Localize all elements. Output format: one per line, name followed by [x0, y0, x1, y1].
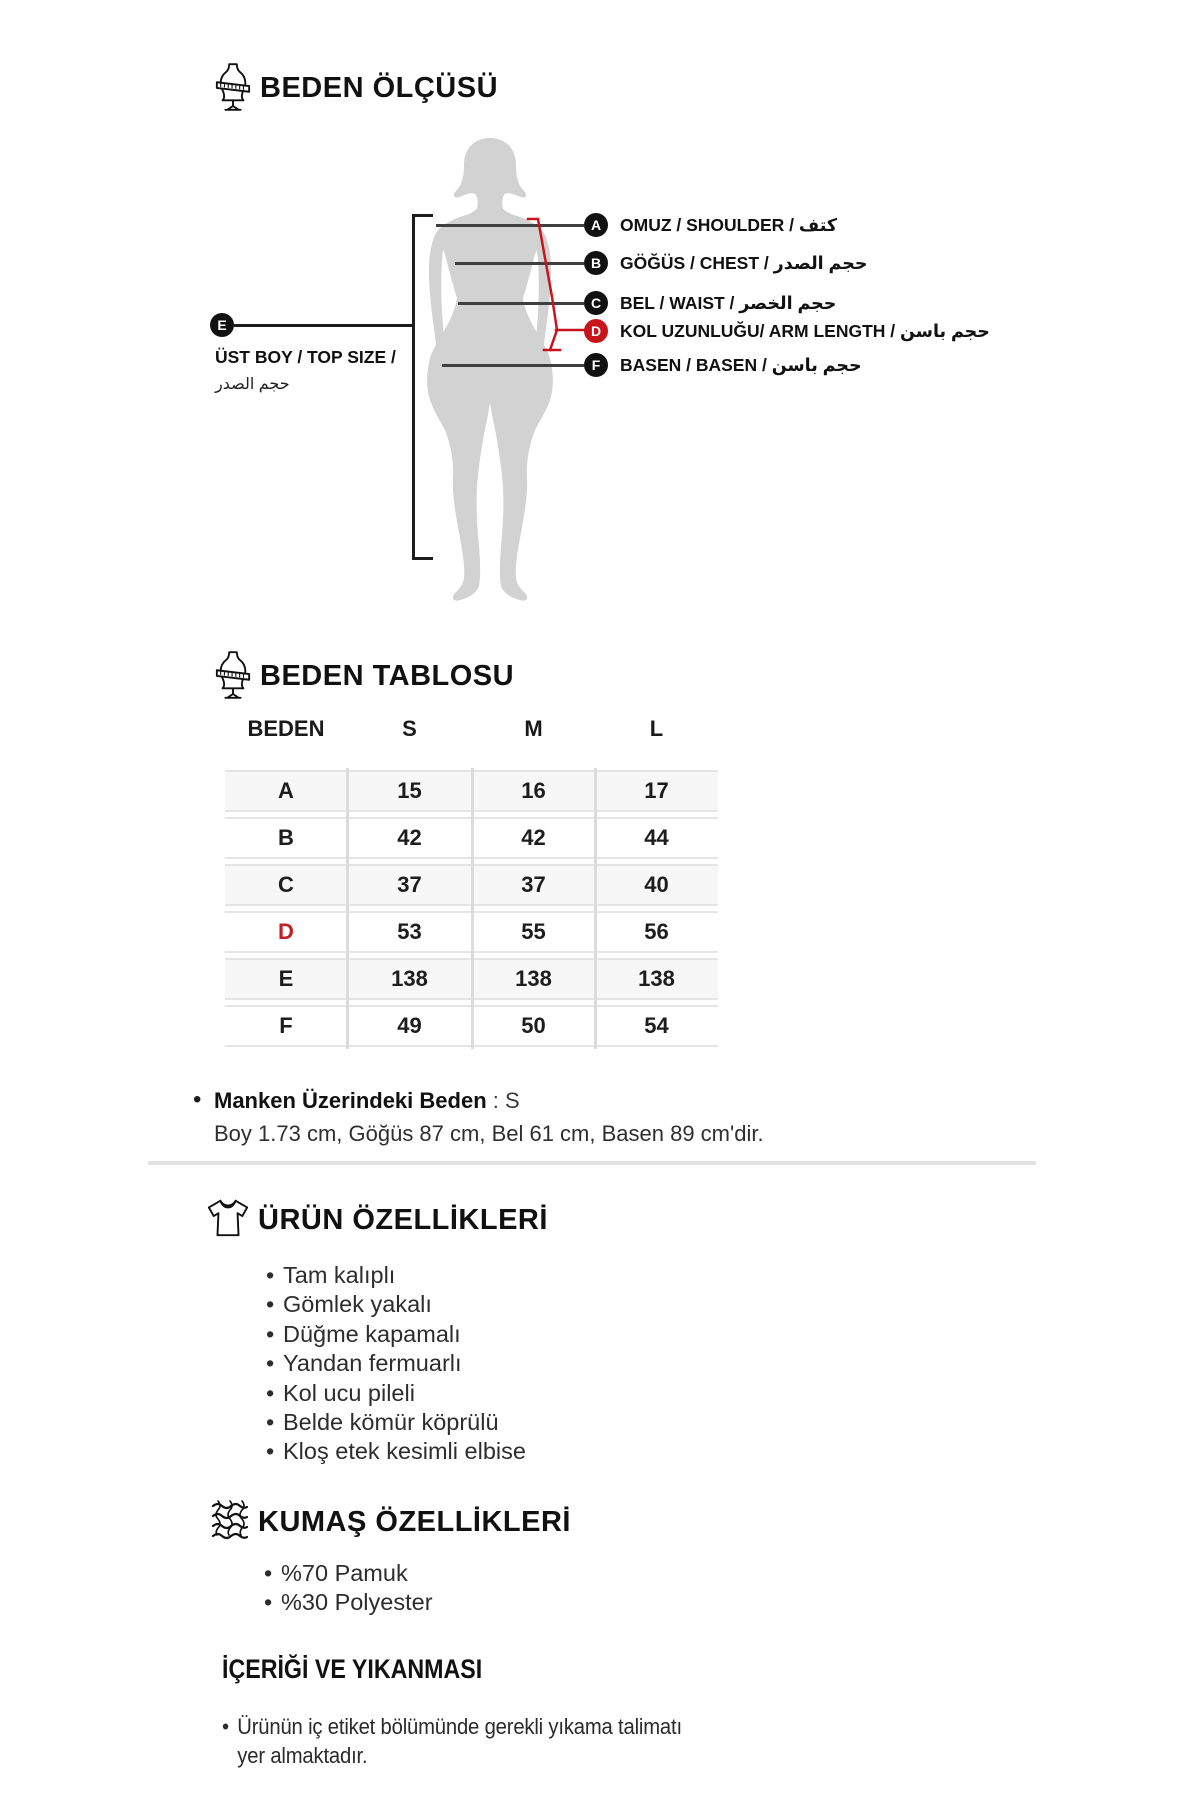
- tshirt-icon: [206, 1196, 250, 1240]
- cell: 17: [644, 778, 669, 803]
- label-top-size-arabic: حجم الصدر: [215, 376, 290, 393]
- cell: 49: [397, 1013, 422, 1038]
- model-measurements: Boy 1.73 cm, Göğüs 87 cm, Bel 61 cm, Basen 89 cm'dir.: [214, 1121, 764, 1146]
- list-item: [266, 1261, 526, 1290]
- product-features-list: [266, 1261, 526, 1467]
- care-list: [222, 1712, 690, 1770]
- row-label-highlight: D: [278, 919, 294, 944]
- cell: 42: [521, 825, 546, 850]
- row-label: A: [278, 778, 294, 803]
- feature-text: Kol ucu pileli: [283, 1379, 415, 1406]
- fabric-text: %30 Polyester: [281, 1589, 433, 1616]
- list-item: [266, 1379, 526, 1408]
- cell: 40: [644, 872, 669, 897]
- section-title-care: İÇERİĞİ VE YIKANMASI: [222, 1654, 483, 1684]
- list-item: [266, 1437, 526, 1466]
- col-header: M: [524, 716, 543, 741]
- list-item: [266, 1320, 526, 1349]
- list-item: [266, 1290, 526, 1319]
- cell: 15: [397, 778, 422, 803]
- top-size-line: [234, 324, 412, 327]
- cell: 42: [397, 825, 422, 850]
- label-arm-length: KOL UZUNLUĞU/ ARM LENGTH / حجم باسن: [620, 320, 990, 341]
- fabric-text: %70 Pamuk: [281, 1560, 408, 1586]
- row-label: B: [278, 825, 294, 850]
- badge-f: F: [584, 353, 608, 377]
- column-divider: [346, 768, 349, 1049]
- cell: 54: [644, 1013, 669, 1038]
- section-title-size-measure: BEDEN ÖLÇÜSÜ: [260, 72, 499, 104]
- section-title-product-features: ÜRÜN ÖZELLİKLERİ: [258, 1204, 548, 1236]
- mannequin-icon: [214, 62, 252, 112]
- badge-c: C: [584, 291, 608, 315]
- size-table-header: [225, 716, 718, 742]
- mannequin-icon: [214, 650, 252, 700]
- bullet-dot: •: [193, 1086, 202, 1113]
- cell: 138: [515, 966, 552, 991]
- list-item: [266, 1349, 526, 1378]
- list-item: [222, 1712, 690, 1770]
- cell: 16: [521, 778, 546, 803]
- col-header: S: [402, 716, 417, 741]
- cell: 138: [638, 966, 675, 991]
- section-title-fabric-features: KUMAŞ ÖZELLİKLERİ: [258, 1506, 571, 1538]
- badge-e: E: [210, 313, 234, 337]
- column-divider: [471, 768, 474, 1049]
- cell: 55: [521, 919, 546, 944]
- fabric-weave-icon: [210, 1498, 250, 1542]
- row-label: F: [279, 1013, 293, 1038]
- top-size-bracket-bottom-tick: [412, 557, 433, 560]
- badge-d: D: [584, 319, 608, 343]
- cell: 56: [644, 919, 669, 944]
- top-size-bracket-top-tick: [412, 214, 433, 217]
- list-item: [264, 1588, 433, 1617]
- list-item: [266, 1408, 526, 1437]
- label-hip: BASEN / BASEN / حجم باسن: [620, 354, 862, 375]
- feature-text: Kloş etek kesimli elbise: [283, 1438, 526, 1465]
- cell: 37: [521, 872, 546, 897]
- fabric-features-list: [264, 1559, 433, 1618]
- cell: 37: [397, 872, 422, 897]
- model-size-note-size: : S: [486, 1088, 520, 1113]
- feature-text: Düğme kapamalı: [283, 1320, 461, 1347]
- model-size-note: [214, 1088, 520, 1114]
- badge-a: A: [584, 213, 608, 237]
- cell: 44: [644, 825, 669, 850]
- list-item: [264, 1559, 433, 1588]
- column-divider: [594, 768, 597, 1049]
- top-size-bracket-vertical: [412, 214, 415, 560]
- cell: 53: [397, 919, 422, 944]
- feature-text: Belde kömür köprülü: [283, 1409, 499, 1436]
- section-title-size-table: BEDEN TABLOSU: [260, 660, 515, 692]
- hip-line: [442, 364, 584, 367]
- col-header: BEDEN: [247, 716, 325, 741]
- label-chest: GÖĞÜS / CHEST / حجم الصدر: [620, 252, 868, 273]
- section-divider: [148, 1161, 1036, 1165]
- label-waist: BEL / WAIST / حجم الخصر: [620, 292, 837, 313]
- feature-text: Gömlek yakalı: [283, 1291, 432, 1318]
- arm-length-line: [520, 212, 590, 363]
- cell: 138: [391, 966, 428, 991]
- badge-b: B: [584, 251, 608, 275]
- label-top-size: ÜST BOY / TOP SIZE /: [215, 347, 396, 367]
- body-silhouette: [390, 130, 590, 615]
- row-label: E: [278, 966, 294, 991]
- size-table: [225, 770, 718, 1048]
- feature-text: Tam kalıplı: [283, 1262, 396, 1288]
- cell: 50: [521, 1013, 546, 1038]
- feature-text: Yandan fermuarlı: [283, 1350, 462, 1377]
- row-label: C: [278, 872, 294, 897]
- label-shoulder: OMUZ / SHOULDER / كتف: [620, 214, 838, 235]
- care-text: Ürünün iç etiket bölümünde gerekli yıkama talimatı yer almaktadır.: [237, 1714, 682, 1768]
- model-size-note-bold: Manken Üzerindeki Beden: [214, 1088, 487, 1113]
- col-header: L: [649, 716, 664, 741]
